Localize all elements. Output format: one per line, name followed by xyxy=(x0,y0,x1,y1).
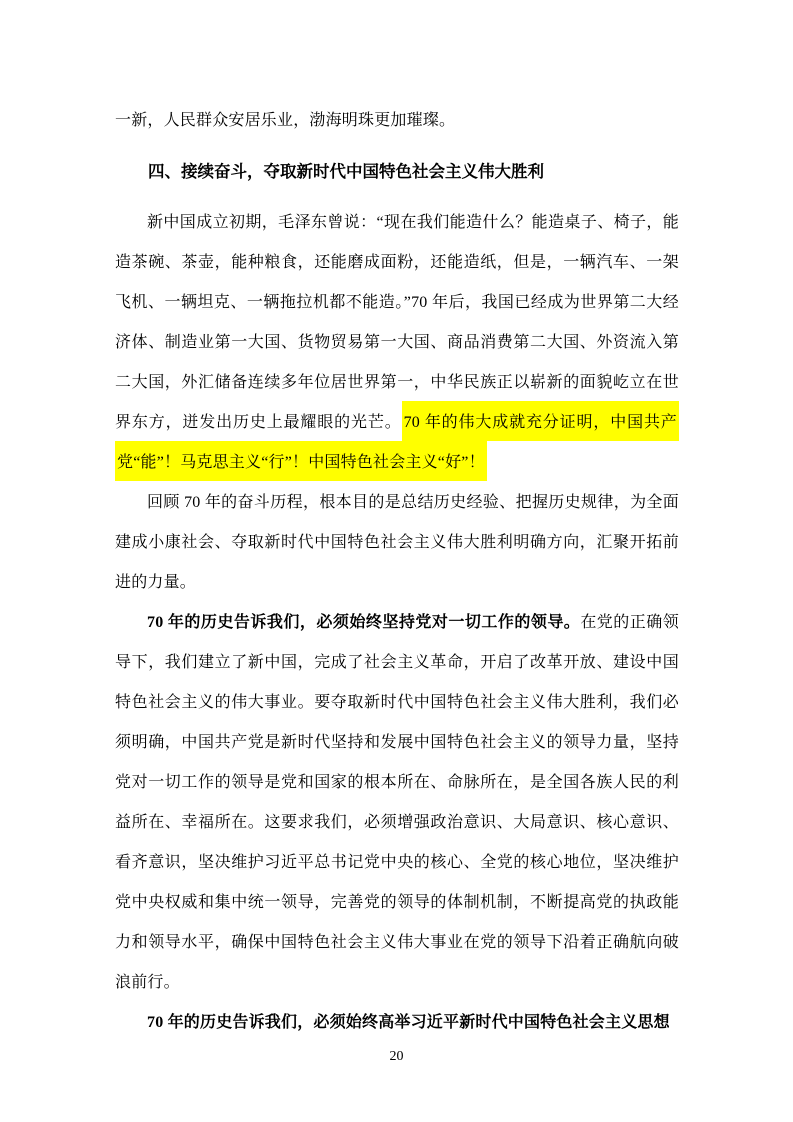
paragraph-review: 回顾 70 年的奋斗历程，根本目的是总结历史经验、把握历史规律，为全面建成小康社会、夺取新时代中国特色社会主义伟大胜利明确方向，汇聚开拓前进的力量。 xyxy=(115,494,679,591)
bold-lead-sentence: 70 年的历史告诉我们，必须始终坚持党对一切工作的领导。 xyxy=(147,614,581,631)
paragraph-continuation: 一新，人民群众安居乐业，渤海明珠更加璀璨。 xyxy=(115,112,456,129)
paragraph-text: 新中国成立初期，毛泽东曾说：“现在我们能造什么？能造桌子、椅子，能造茶碗、茶壶，能种粮食，还能磨成面粉，还能造纸，但是，一辆汽车、一架飞机、一辆坦克、一辆拖拉机都不能造。”70 年后，我国已经成为世界第二大经济体、制造业第一大国、货物贸易第一大国、商品消费第二大国、外资流入第二大国，外汇储备连续多年位居世界第一，中华民族正以崭新的面貌屹立在世界东方，迸发出历史上最耀眼的光芒。 xyxy=(115,214,679,431)
highlighted-text: 70 年的伟大成就充分证明，中国共产党“能”！马克思主义“行”！中国特色社会主义“好”！ xyxy=(115,401,679,481)
paragraph-xi-thought: 70 年的历史告诉我们，必须始终高举习近平新时代中国特色社会主义思想 xyxy=(147,1014,670,1031)
paragraph-text: 在党的正确领导下，我们建立了新中国，完成了社会主义革命，开启了改革开放、建设中国特色社会主义的伟大事业。要夺取新时代中国特色社会主义伟大胜利，我们必须明确，中国共产党是新时代坚持和发展中国特色社会主义的领导力量，坚持党对一切工作的领导是党和国家的根本所在、命脉所在，是全国各族人民的利益所在、幸福所在。这要求我们，必须增强政治意识、大局意识、核心意识、看齐意识，坚决维护习近平总书记党中央的核心、全党的核心地位，坚决维护党中央权威和集中统一领导，完善党的领导的体制机制，不断提高党的执政能力和领导水平，确保中国特色社会主义伟大事业在党的领导下沿着正确航向破浪前行。 xyxy=(115,614,679,991)
paragraph-party-leadership xyxy=(115,603,679,1003)
page-number: 20 xyxy=(389,1049,404,1064)
paragraph-mao-quote xyxy=(115,203,679,483)
section-heading: 四、接续奋斗，夺取新时代中国特色社会主义伟大胜利 xyxy=(148,162,544,181)
